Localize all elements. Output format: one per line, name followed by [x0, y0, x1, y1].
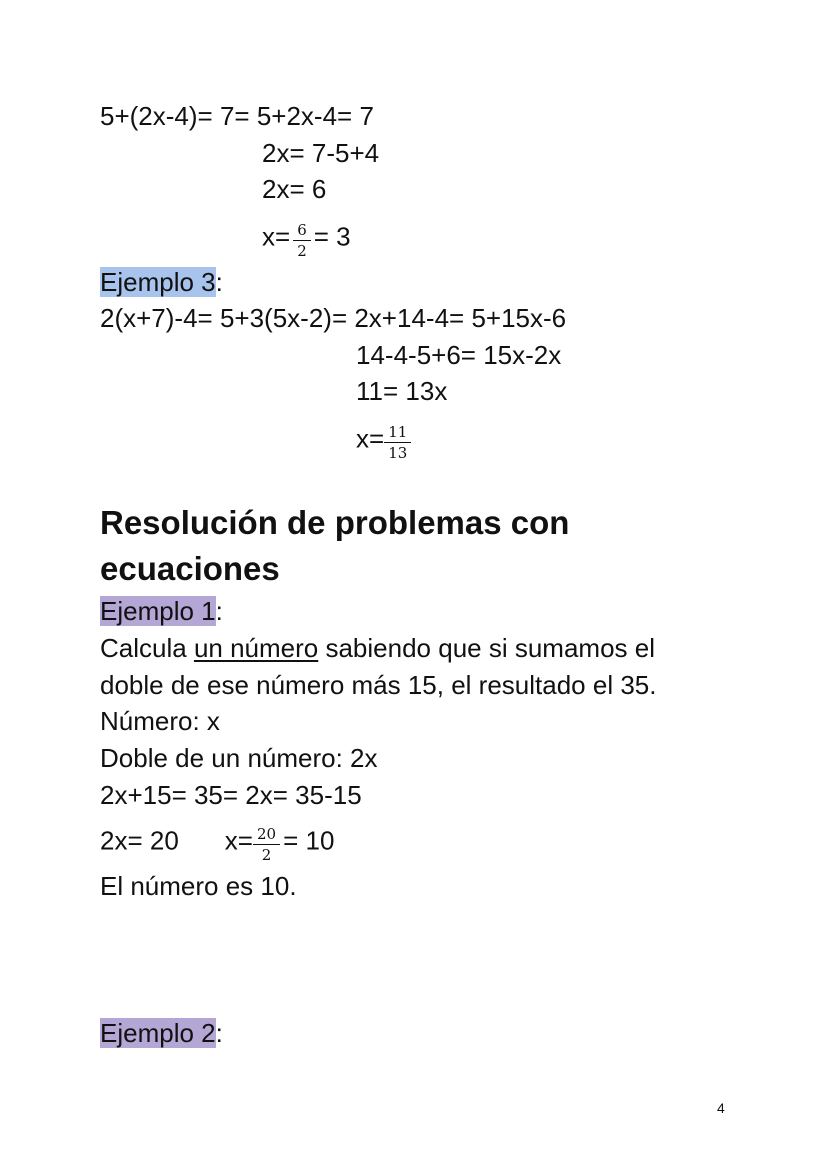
equation-fragment: 2x= 20 [100, 825, 179, 856]
problem-text [100, 633, 655, 663]
example-1-label [100, 596, 223, 626]
highlighted-label: Ejemplo 3 [100, 267, 216, 297]
fraction-numerator: 6 [293, 222, 311, 241]
problem-conclusion: El número es 10. [100, 871, 297, 901]
equation-line-fraction [100, 824, 335, 864]
section-heading: Resolución de problemas con [100, 504, 570, 541]
fraction-prefix: x= [224, 825, 253, 856]
page-number: 4 [717, 1100, 725, 1116]
equation-line-fraction [262, 220, 351, 260]
equation-line: 5+(2x-4)= 7= 5+2x-4= 7 [100, 101, 374, 131]
equation-line: 2x+15= 35= 2x= 35-15 [100, 780, 362, 810]
equation-line: 2(x+7)-4= 5+3(5x-2)= 2x+14-4= 5+15x-6 [100, 303, 567, 333]
equation-line: 11= 13x [356, 376, 448, 406]
section-heading-cont: ecuaciones [100, 550, 280, 587]
equation-line: 2x= 7-5+4 [262, 138, 380, 168]
label-colon: : [215, 596, 223, 626]
fraction-suffix: = 3 [313, 221, 351, 252]
example-2-label [100, 1018, 223, 1048]
equation-line: 14-4-5+6= 15x-2x [356, 340, 562, 370]
fraction [253, 826, 280, 863]
highlighted-label: Ejemplo 1 [100, 596, 216, 626]
fraction [384, 424, 411, 461]
label-colon: : [215, 267, 223, 297]
text-fragment: sabiendo que si sumamos el [318, 633, 655, 663]
equation-line-fraction [356, 422, 414, 462]
problem-text: Doble de un número: 2x [100, 743, 378, 773]
fraction [293, 222, 311, 259]
fraction-denominator: 13 [388, 444, 408, 462]
equation-line: 2x= 6 [262, 174, 327, 204]
fraction-denominator: 2 [297, 242, 307, 260]
fraction-prefix: x= [262, 221, 291, 252]
fraction-denominator: 2 [261, 846, 272, 864]
problem-text: doble de ese número más 15, el resultado el 35. [100, 670, 657, 700]
example-3-label [100, 267, 223, 297]
fraction-numerator: 20 [253, 826, 280, 845]
text-fragment: Calcula [100, 633, 194, 663]
underlined-text: un número [193, 633, 319, 663]
label-colon: : [215, 1018, 223, 1048]
highlighted-label: Ejemplo 2 [100, 1018, 216, 1048]
fraction-numerator: 11 [384, 424, 411, 443]
problem-text: Número: x [100, 706, 220, 736]
fraction-prefix: x= [356, 423, 385, 454]
fraction-suffix: = 10 [283, 825, 335, 856]
